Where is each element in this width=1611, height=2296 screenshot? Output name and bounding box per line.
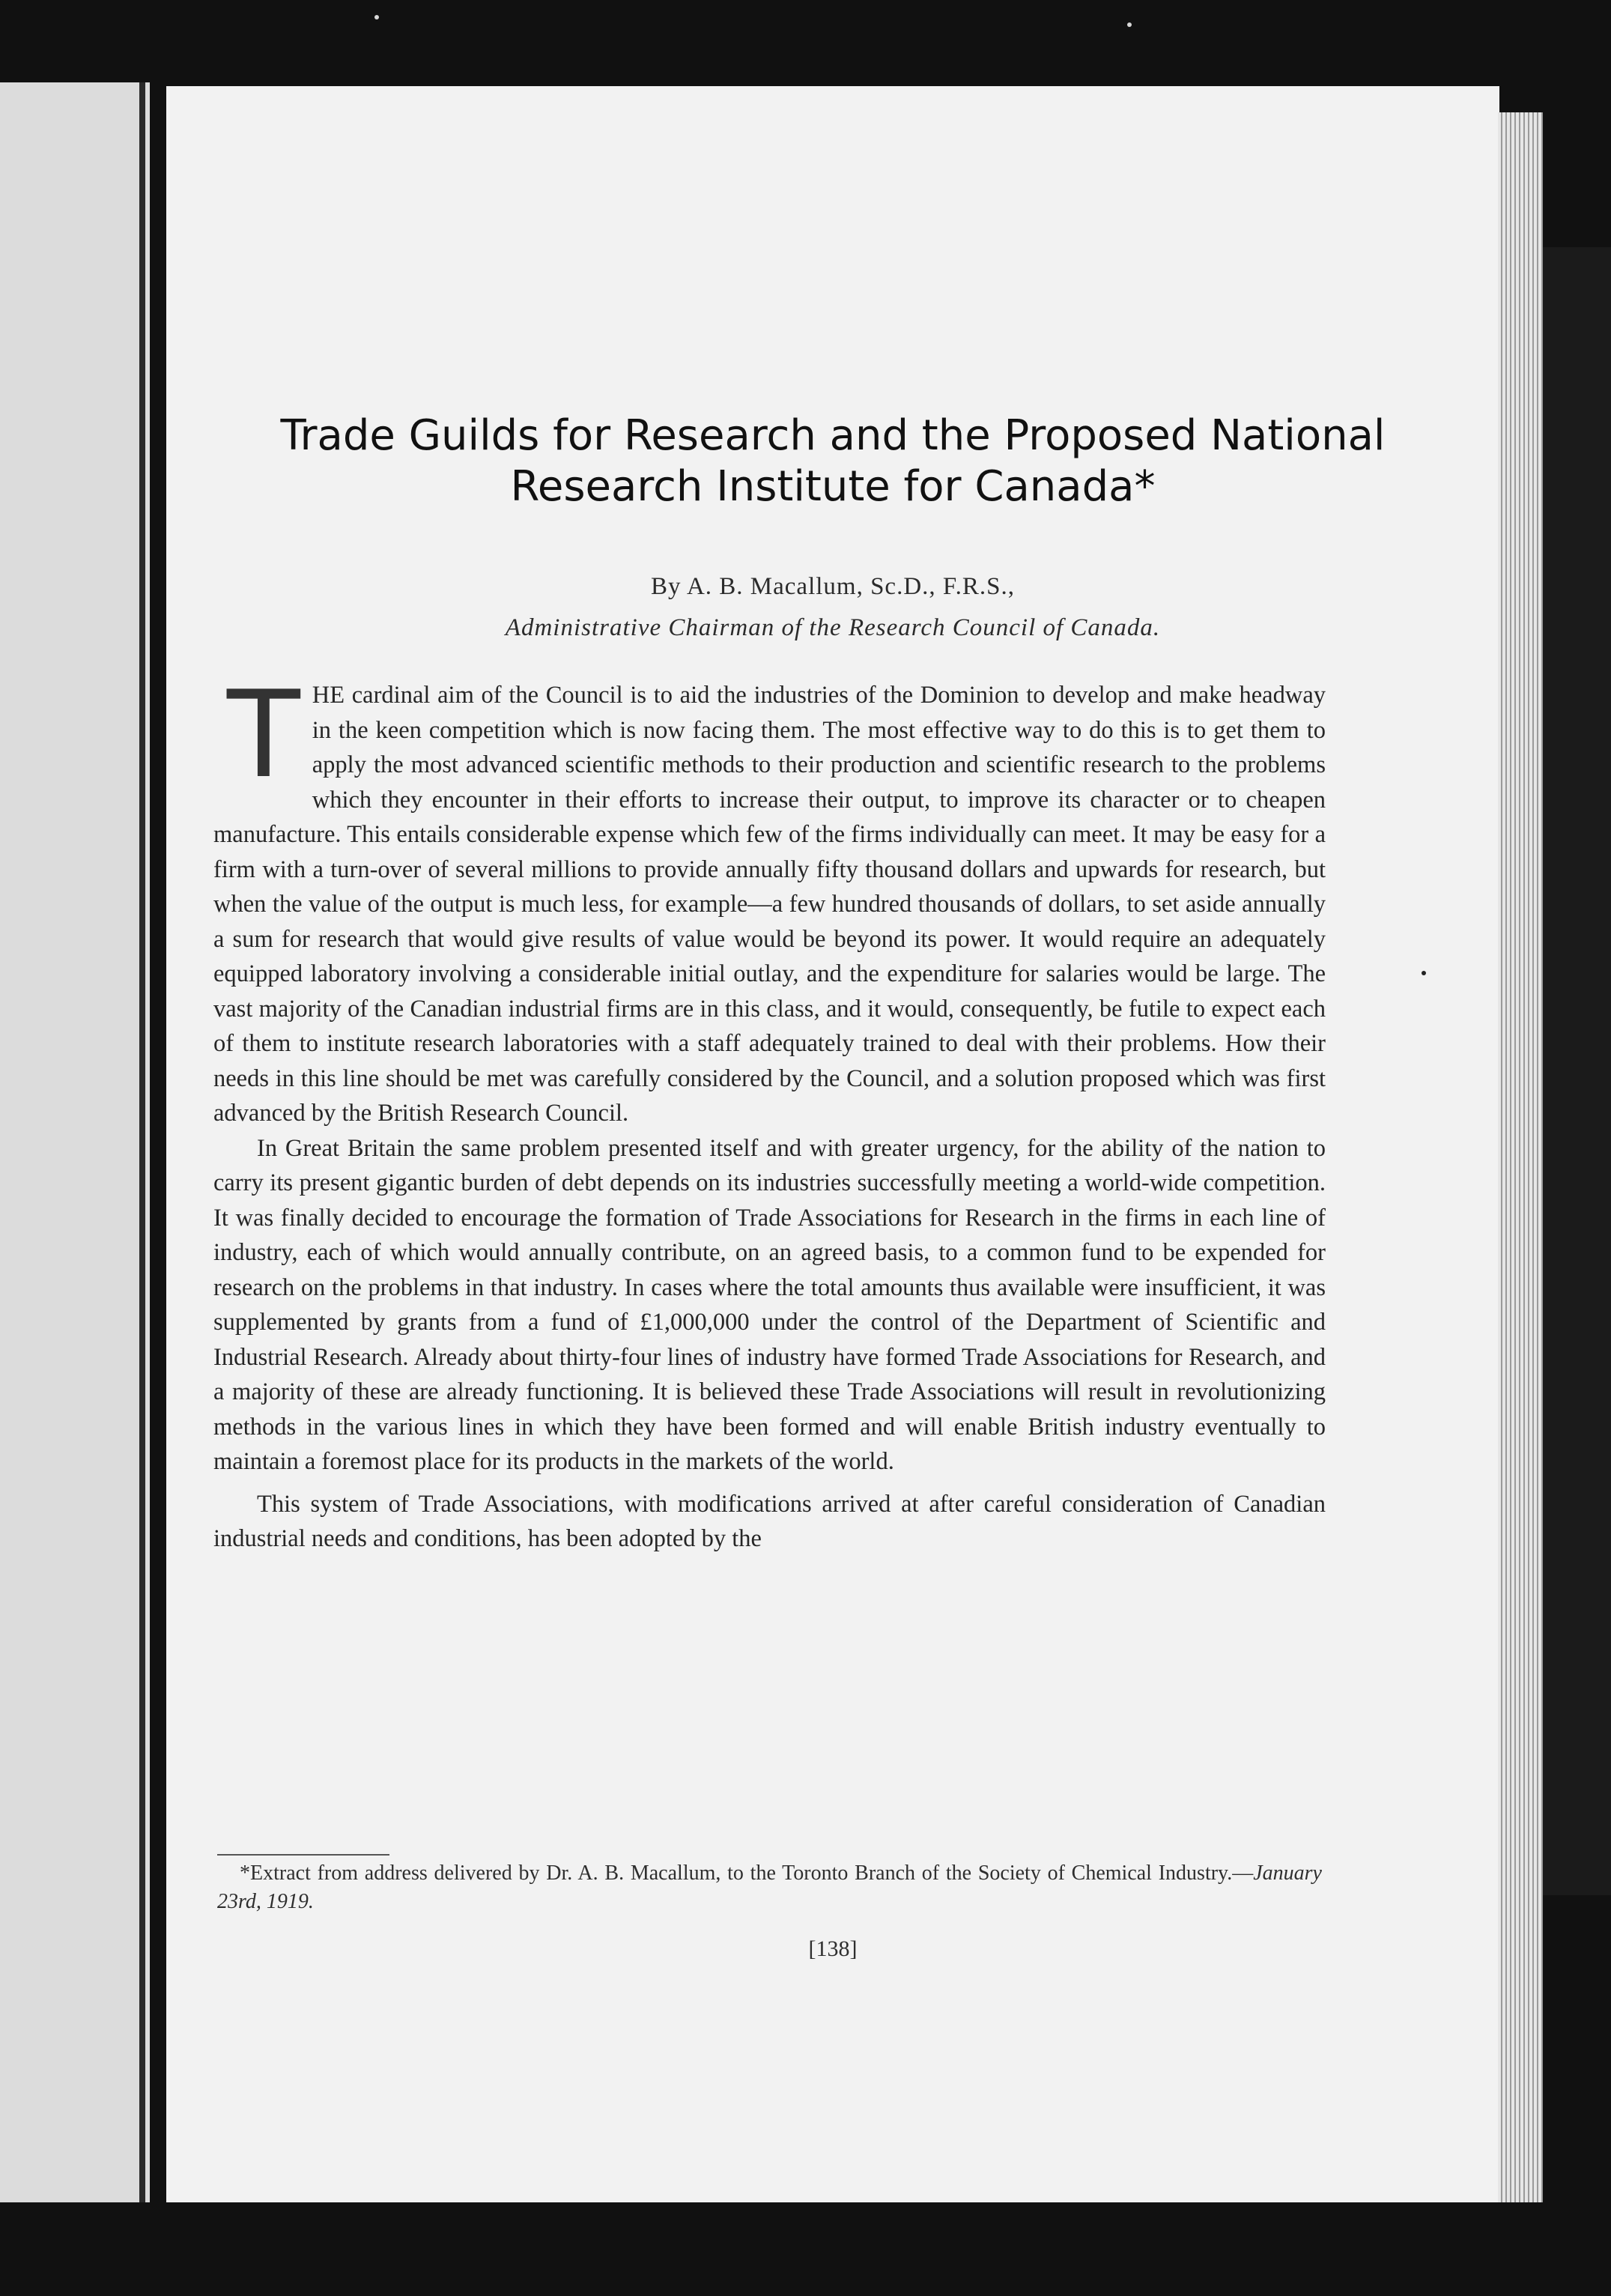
facing-page <box>0 82 150 2202</box>
film-speck <box>374 15 379 19</box>
article-body <box>213 664 1326 1557</box>
footnote-text: *Extract from address delivered by Dr. A. B. Macallum, to the Toronto Branch of the Society of Chemical Industry.— <box>240 1862 1254 1885</box>
gutter-shadow <box>139 82 145 2202</box>
byline: By A. B. Macallum, Sc.D., F.R.S., <box>651 573 1015 600</box>
page-number: [138] <box>808 1936 858 1961</box>
footnote <box>217 1859 1322 1916</box>
footnote-rule <box>217 1854 389 1856</box>
article-title <box>166 411 1499 513</box>
paragraph: This system of Trade Associations, with modifications arrived at after careful consideration of Canadian industrial needs and conditions, has been adopted by the <box>213 1490 1326 1552</box>
footnote-date: January 23rd, 1919. <box>217 1862 1322 1913</box>
title-line-1: Trade Guilds for Research and the Proposed National <box>280 411 1386 460</box>
paragraph <box>213 664 1326 1131</box>
title-line-2: Research Institute for Canada* <box>510 462 1156 512</box>
drop-cap: T <box>227 664 300 805</box>
page-edges <box>1498 112 1543 2202</box>
paragraph-text: HE cardinal aim of the Council is to aid the industries of the Dominion to develop and make headway in the keen competition which is now facing them. The most effective way to do this is to get them to apply the most advanced scientific methods to their production and scientific research to the problems which they encounter in their efforts to increase their output, to improve its character or to cheapen manufacture. This entails considerable expense which few of the firms individually can meet. It may be easy for a firm with a turn-over of several millions to provide annually fifty thousand dollars and upwards for research, but when the value of the output is much less, for example—a few hundred thousands of dollars, to set aside annually a sum for research that would give results of value would be beyond its power. It would require an adequately equipped laboratory involving a considerable initial outlay, and the expenditure for salaries would be large. The vast majority of the Canadian industrial firms are in this class, and it would, consequently, be futile to expect each of them to institute research laboratories with a staff adequately trained to deal with their problems. How their needs in this line should be met was carefully considered by the Council, and a solution proposed which was first advanced by the British Research Council. <box>213 682 1326 1127</box>
film-speck <box>1422 971 1426 975</box>
book-binding <box>1543 247 1611 1895</box>
film-speck <box>1127 22 1132 27</box>
author-affiliation: Administrative Chairman of the Research Council of Canada. <box>505 614 1161 641</box>
paragraph: In Great Britain the same problem presented itself and with greater urgency, for the ability of the nation to carry its present gigantic burden of debt depends on its industries successfully meeting a world-wide competition. It was finally decided to encourage the formation of Trade Associations for Research in the firms in each line of industry, each of which would annually contribute, on an agreed basis, to a common fund to be expended for research on the problems in that industry. In cases where the total amounts thus available were insufficient, it was supplemented by grants from a fund of £1,000,000 under the control of the Department of Scientific and Industrial Research. Already about thirty-four lines of industry have formed Trade Associations for Research, and a majority of these are already functioning. It is believed these Trade Associations will result in revolutionizing methods in the various lines in which they have been formed and will enable British industry eventually to maintain a foremost place for its products in the markets of the world. <box>213 1134 1326 1475</box>
